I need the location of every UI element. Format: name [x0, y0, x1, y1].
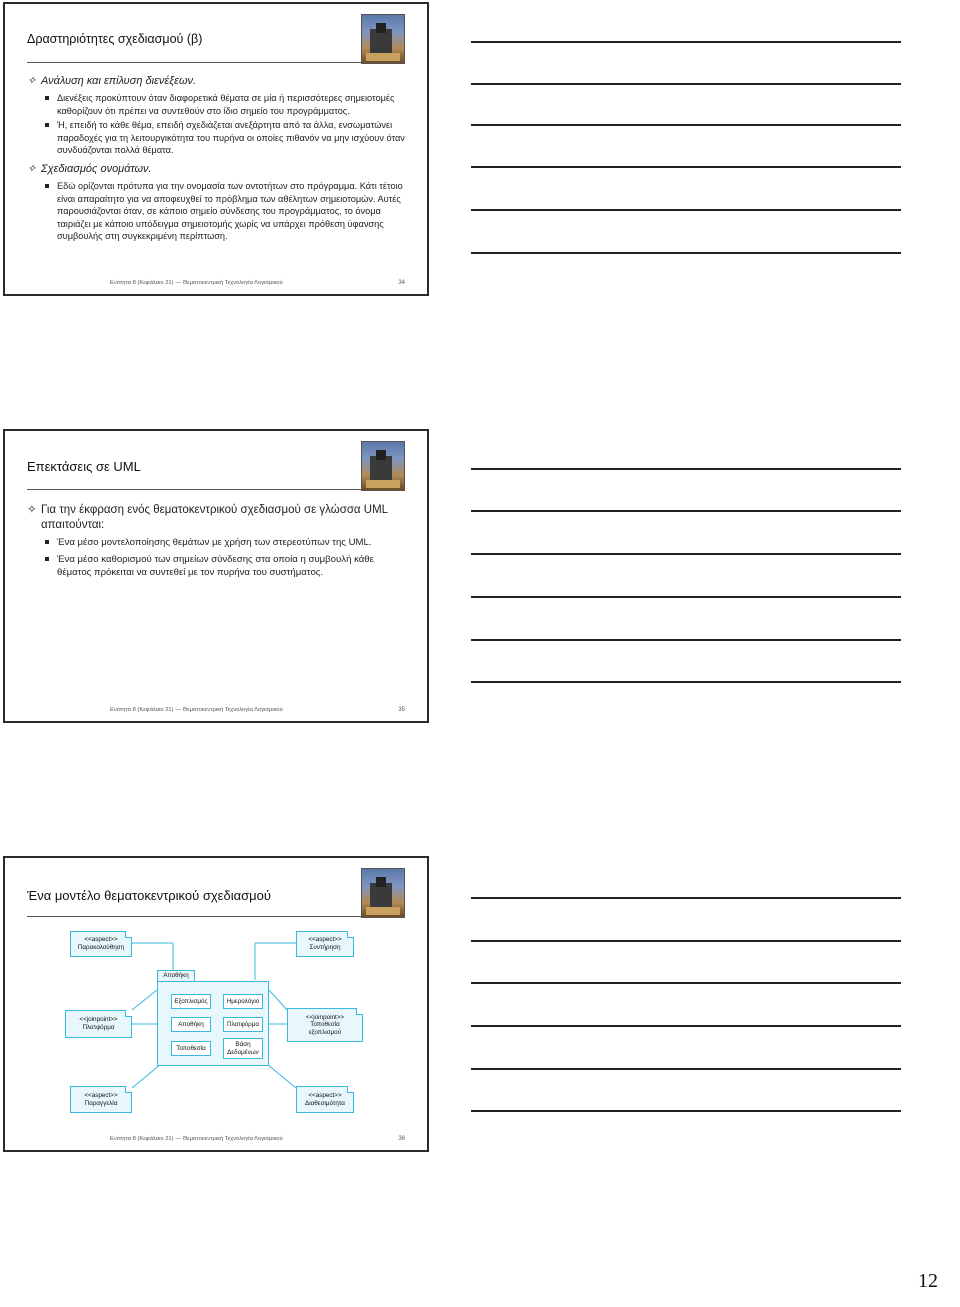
slide-footer: Ενότητα 8 (Κεφάλαιο 21) — Θεματοκεντρική Τεχνολογία Λογισμικού	[110, 707, 283, 713]
storage-class-box: Αποθήκη	[171, 1017, 211, 1032]
slide-number: 35	[398, 707, 405, 713]
slide-title: Ένα μοντέλο θεματοκεντρικού σχεδιασμού	[27, 888, 271, 903]
page-number: 12	[918, 1270, 938, 1292]
square-bullet-icon	[45, 123, 49, 127]
bullet-item: Ή, επειδή το κάθε θέμα, επειδή σχεδιάζεται ανεξάρτητα από τα άλλα, ενσωματώνει παραδοχές για τη λειτουργικότητα του πυρήνα οι οποίες πιθανόν να μην ισχύουν όταν συνδυάζονται πολλά θέματα.	[43, 119, 405, 157]
title-rule	[27, 62, 365, 63]
section-heading: ✧ Για την έκφραση ενός θεματοκεντρικού σχεδιασμού σε γλώσσα UML απαιτούνται:	[27, 504, 388, 531]
slide-35	[3, 429, 429, 723]
platform-class-box: Πλατφόρμα	[223, 1017, 263, 1032]
square-bullet-icon	[45, 184, 49, 188]
joinpoint-location-box: <<joinpoint>> Τοποθεσία εξοπλισμού	[287, 1008, 363, 1042]
star-bullet-icon: ✧	[27, 75, 37, 87]
aspect-availability-box: <<aspect>> Διαθεσιμότητα	[296, 1086, 354, 1113]
slide-content	[27, 74, 405, 245]
location-class-box: Τοποθεσία	[171, 1041, 211, 1056]
bullet-item: Εδώ ορίζονται πρότυπα για την ονομασία των οντοτήτων στο πρόγραμμα. Κάτι τέτοιο είναι απαραίτητο για να αποφευχθεί το πρόβλημα των αθέλητων σημειοτομών. Αυτές παρουσιάζονται όταν, σε κάποιο σημείο σύνδεσης του προγράμματος, το όνομα ταιριάζει με κάποιο υπόδειγμα σημειοτομής χωρίς να υπάρχει πρόθεση ύφανσης συμβουλής στη συγκεκριμένη περίπτωση.	[43, 180, 405, 243]
database-class-box: Βάση Δεδομένων	[223, 1038, 263, 1059]
log-class-box: Ημερολόγιο	[223, 994, 263, 1009]
slide-number: 34	[398, 280, 405, 286]
equipment-class-box: Εξοπλισμός	[171, 994, 211, 1009]
slide-footer: Ενότητα 8 (Κεφάλαιο 21) — Θεματοκεντρική Τεχνολογία Λογισμικού	[110, 1136, 283, 1142]
aspect-monitoring-box: <<aspect>> Παρακολούθηση	[70, 931, 132, 957]
square-bullet-icon	[45, 557, 49, 561]
square-bullet-icon	[45, 96, 49, 100]
slide-title: Δραστηριότητες σχεδιασμού (β)	[27, 32, 203, 46]
slide-content	[27, 503, 405, 581]
storage-package-tab: Αποθήκη	[157, 970, 195, 982]
aspect-maintenance-box: <<aspect>> Συντήρηση	[296, 931, 354, 957]
title-rule	[27, 489, 365, 490]
section-heading: ✧ Ανάλυση και επίλυση διενέξεων.	[27, 75, 197, 87]
bullet-item: Ένα μέσο καθορισμού των σημείων σύνδεσης στα οποία η συμβουλή κάθε θέματος πρόκειται να συντεθεί με τον πυρήνα του συστήματος.	[43, 553, 405, 579]
bullet-item: Διενέξεις προκύπτουν όταν διαφορετικά θέματα σε μία ή περισσότερες σημειοτομές καθορίζουν ότι πρέπει να συντεθούν στο ίδιο σημείο του προγράμματος.	[43, 92, 405, 117]
star-bullet-icon: ✧	[27, 162, 37, 175]
aspect-model-diagram	[5, 858, 429, 1148]
slide-thumbnail-image	[361, 441, 405, 491]
joinpoint-platform-box: <<joinpoint>> Πλατφόρμα	[65, 1010, 132, 1038]
slide-number: 36	[398, 1136, 405, 1142]
section-heading: ✧ Σχεδιασμός ονομάτων.	[27, 162, 152, 175]
slide-34	[3, 2, 429, 296]
slide-thumbnail-image	[361, 14, 405, 64]
star-bullet-icon: ✧	[27, 504, 37, 516]
slide-footer: Ενότητα 8 (Κεφάλαιο 21) — Θεματοκεντρική Τεχνολογία Λογισμικού	[110, 280, 283, 286]
slide-title: Επεκτάσεις σε UML	[27, 459, 141, 474]
square-bullet-icon	[45, 540, 49, 544]
aspect-ordering-box: <<aspect>> Παραγγελία	[70, 1086, 132, 1113]
bullet-item: Ένα μέσο μοντελοποίησης θεμάτων με χρήση των στερεοτύπων της UML.	[43, 536, 405, 549]
slide-36	[3, 856, 429, 1152]
